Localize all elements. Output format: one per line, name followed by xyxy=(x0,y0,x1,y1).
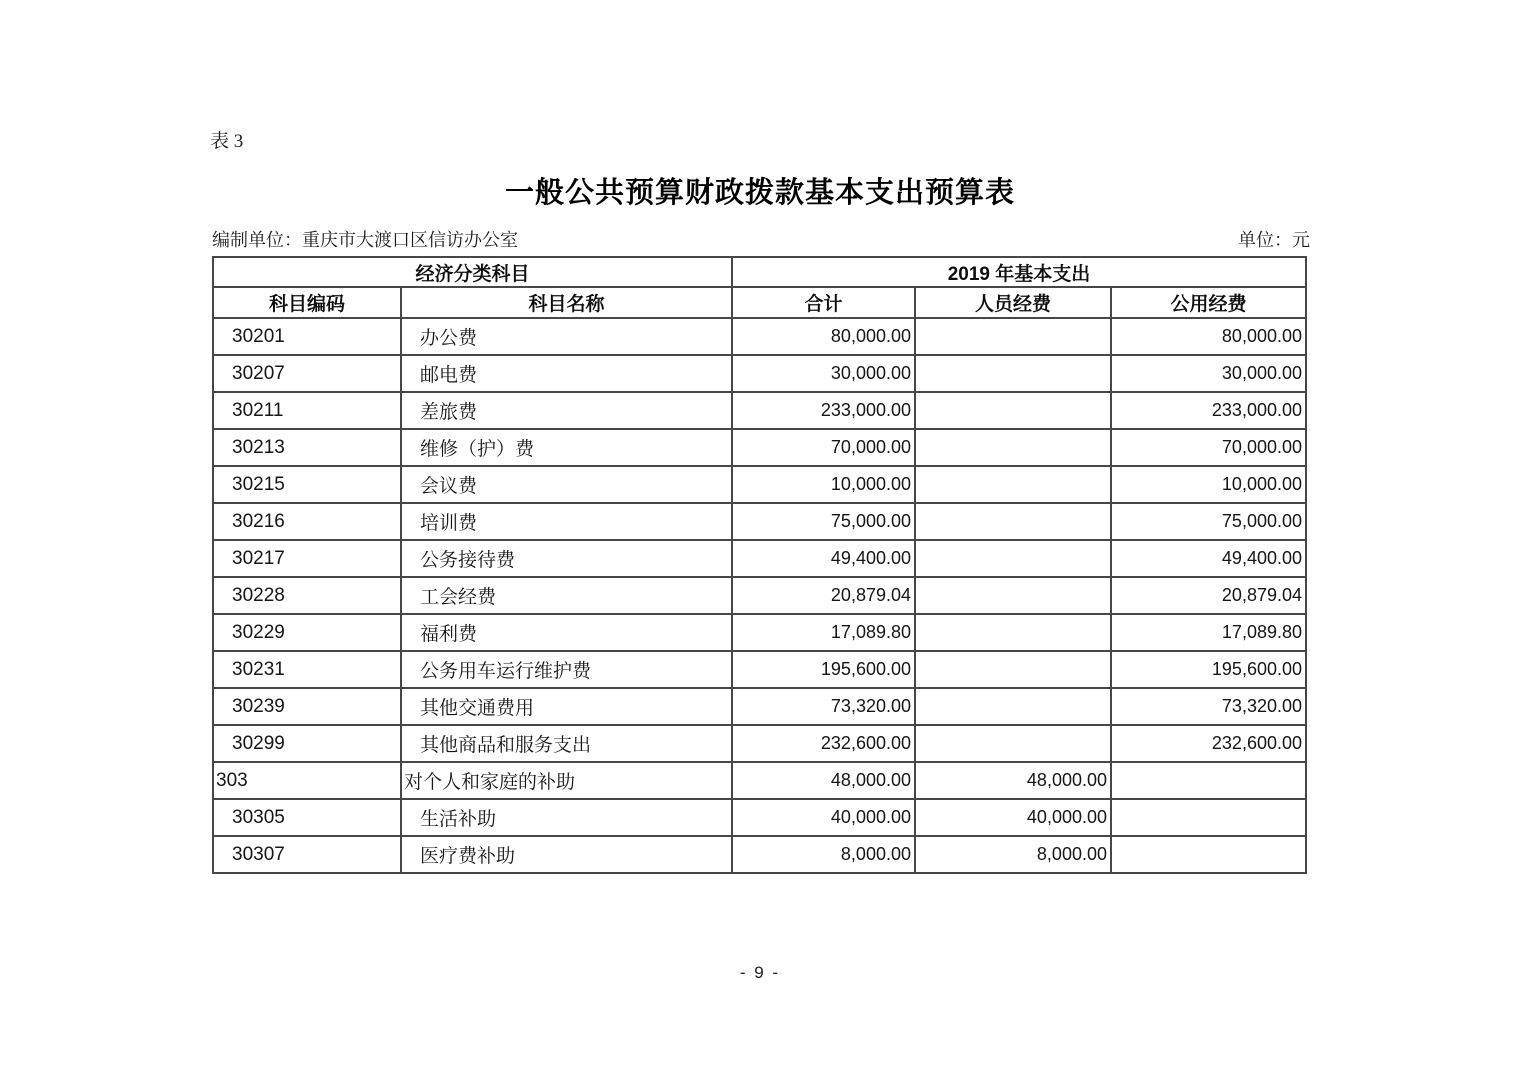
public-cell: 30,000.00 xyxy=(1111,355,1306,392)
total-cell: 40,000.00 xyxy=(732,799,915,836)
public-cell xyxy=(1111,762,1306,799)
public-cell xyxy=(1111,836,1306,873)
code-cell: 30217 xyxy=(213,540,401,577)
personnel-cell xyxy=(915,688,1111,725)
personnel-cell xyxy=(915,540,1111,577)
table-column-header-row xyxy=(213,287,1306,318)
code-cell: 30201 xyxy=(213,318,401,355)
personnel-cell xyxy=(915,429,1111,466)
total-cell: 233,000.00 xyxy=(732,392,915,429)
name-cell: 对个人和家庭的补助 xyxy=(401,762,732,799)
personnel-cell xyxy=(915,392,1111,429)
code-cell: 30307 xyxy=(213,836,401,873)
budget-table xyxy=(212,256,1307,874)
total-cell: 49,400.00 xyxy=(732,540,915,577)
code-cell: 30211 xyxy=(213,392,401,429)
public-cell: 80,000.00 xyxy=(1111,318,1306,355)
total-cell: 17,089.80 xyxy=(732,614,915,651)
group-header-classification: 经济分类科目 xyxy=(213,257,732,287)
name-cell: 办公费 xyxy=(401,318,732,355)
col-header-public: 公用经费 xyxy=(1111,287,1306,318)
code-cell: 30228 xyxy=(213,577,401,614)
public-cell: 49,400.00 xyxy=(1111,540,1306,577)
table-row xyxy=(213,725,1306,762)
code-cell: 30239 xyxy=(213,688,401,725)
personnel-cell xyxy=(915,725,1111,762)
prepared-by-label: 编制单位：重庆市大渡口区信访办公室 xyxy=(212,230,518,250)
table-row xyxy=(213,318,1306,355)
page-number: - 9 - xyxy=(739,963,781,982)
col-header-code: 科目编码 xyxy=(213,287,401,318)
total-cell: 10,000.00 xyxy=(732,466,915,503)
total-cell: 232,600.00 xyxy=(732,725,915,762)
total-cell: 195,600.00 xyxy=(732,651,915,688)
name-cell: 会议费 xyxy=(401,466,732,503)
code-cell: 30299 xyxy=(213,725,401,762)
public-cell: 73,320.00 xyxy=(1111,688,1306,725)
name-cell: 其他商品和服务支出 xyxy=(401,725,732,762)
personnel-cell xyxy=(915,318,1111,355)
total-cell: 75,000.00 xyxy=(732,503,915,540)
code-cell: 30213 xyxy=(213,429,401,466)
table-row xyxy=(213,503,1306,540)
name-cell: 邮电费 xyxy=(401,355,732,392)
budget-table-wrap xyxy=(212,256,1307,874)
table-row xyxy=(213,762,1306,799)
total-cell: 80,000.00 xyxy=(732,318,915,355)
table-row xyxy=(213,429,1306,466)
name-cell: 差旅费 xyxy=(401,392,732,429)
total-cell: 73,320.00 xyxy=(732,688,915,725)
name-cell: 其他交通费用 xyxy=(401,688,732,725)
public-cell: 75,000.00 xyxy=(1111,503,1306,540)
total-cell: 20,879.04 xyxy=(732,577,915,614)
table-row xyxy=(213,540,1306,577)
code-cell: 30231 xyxy=(213,651,401,688)
code-cell: 303 xyxy=(213,762,401,799)
col-header-name: 科目名称 xyxy=(401,287,732,318)
public-cell: 232,600.00 xyxy=(1111,725,1306,762)
table-row xyxy=(213,614,1306,651)
page-title: 一般公共预算财政拨款基本支出预算表 xyxy=(504,177,1015,209)
table-row xyxy=(213,577,1306,614)
total-cell: 70,000.00 xyxy=(732,429,915,466)
public-cell: 195,600.00 xyxy=(1111,651,1306,688)
total-cell: 48,000.00 xyxy=(732,762,915,799)
total-cell: 30,000.00 xyxy=(732,355,915,392)
public-cell xyxy=(1111,799,1306,836)
name-cell: 医疗费补助 xyxy=(401,836,732,873)
col-header-personnel: 人员经费 xyxy=(915,287,1111,318)
public-cell: 233,000.00 xyxy=(1111,392,1306,429)
code-cell: 30229 xyxy=(213,614,401,651)
public-cell: 20,879.04 xyxy=(1111,577,1306,614)
table-body xyxy=(213,318,1306,873)
table-row xyxy=(213,688,1306,725)
table-row xyxy=(213,355,1306,392)
name-cell: 公务用车运行维护费 xyxy=(401,651,732,688)
table-group-header-row xyxy=(213,257,1306,287)
personnel-cell xyxy=(915,503,1111,540)
public-cell: 70,000.00 xyxy=(1111,429,1306,466)
personnel-cell: 40,000.00 xyxy=(915,799,1111,836)
meta-row xyxy=(212,226,1310,252)
code-cell: 30215 xyxy=(213,466,401,503)
personnel-cell xyxy=(915,577,1111,614)
name-cell: 培训费 xyxy=(401,503,732,540)
personnel-cell: 8,000.00 xyxy=(915,836,1111,873)
personnel-cell xyxy=(915,614,1111,651)
name-cell: 公务接待费 xyxy=(401,540,732,577)
name-cell: 工会经费 xyxy=(401,577,732,614)
code-cell: 30216 xyxy=(213,503,401,540)
table-row xyxy=(213,799,1306,836)
group-header-budget-year: 2019 年基本支出 xyxy=(732,257,1306,287)
table-row xyxy=(213,466,1306,503)
table-row xyxy=(213,392,1306,429)
personnel-cell xyxy=(915,466,1111,503)
name-cell: 生活补助 xyxy=(401,799,732,836)
name-cell: 维修（护）费 xyxy=(401,429,732,466)
personnel-cell xyxy=(915,651,1111,688)
table-row xyxy=(213,651,1306,688)
col-header-total: 合计 xyxy=(732,287,915,318)
personnel-cell xyxy=(915,355,1111,392)
personnel-cell: 48,000.00 xyxy=(915,762,1111,799)
unit-label: 单位：元 xyxy=(1238,230,1310,250)
total-cell: 8,000.00 xyxy=(732,836,915,873)
code-cell: 30305 xyxy=(213,799,401,836)
code-cell: 30207 xyxy=(213,355,401,392)
public-cell: 10,000.00 xyxy=(1111,466,1306,503)
public-cell: 17,089.80 xyxy=(1111,614,1306,651)
sheet-label: 表 3 xyxy=(210,131,244,152)
table-row xyxy=(213,836,1306,873)
name-cell: 福利费 xyxy=(401,614,732,651)
